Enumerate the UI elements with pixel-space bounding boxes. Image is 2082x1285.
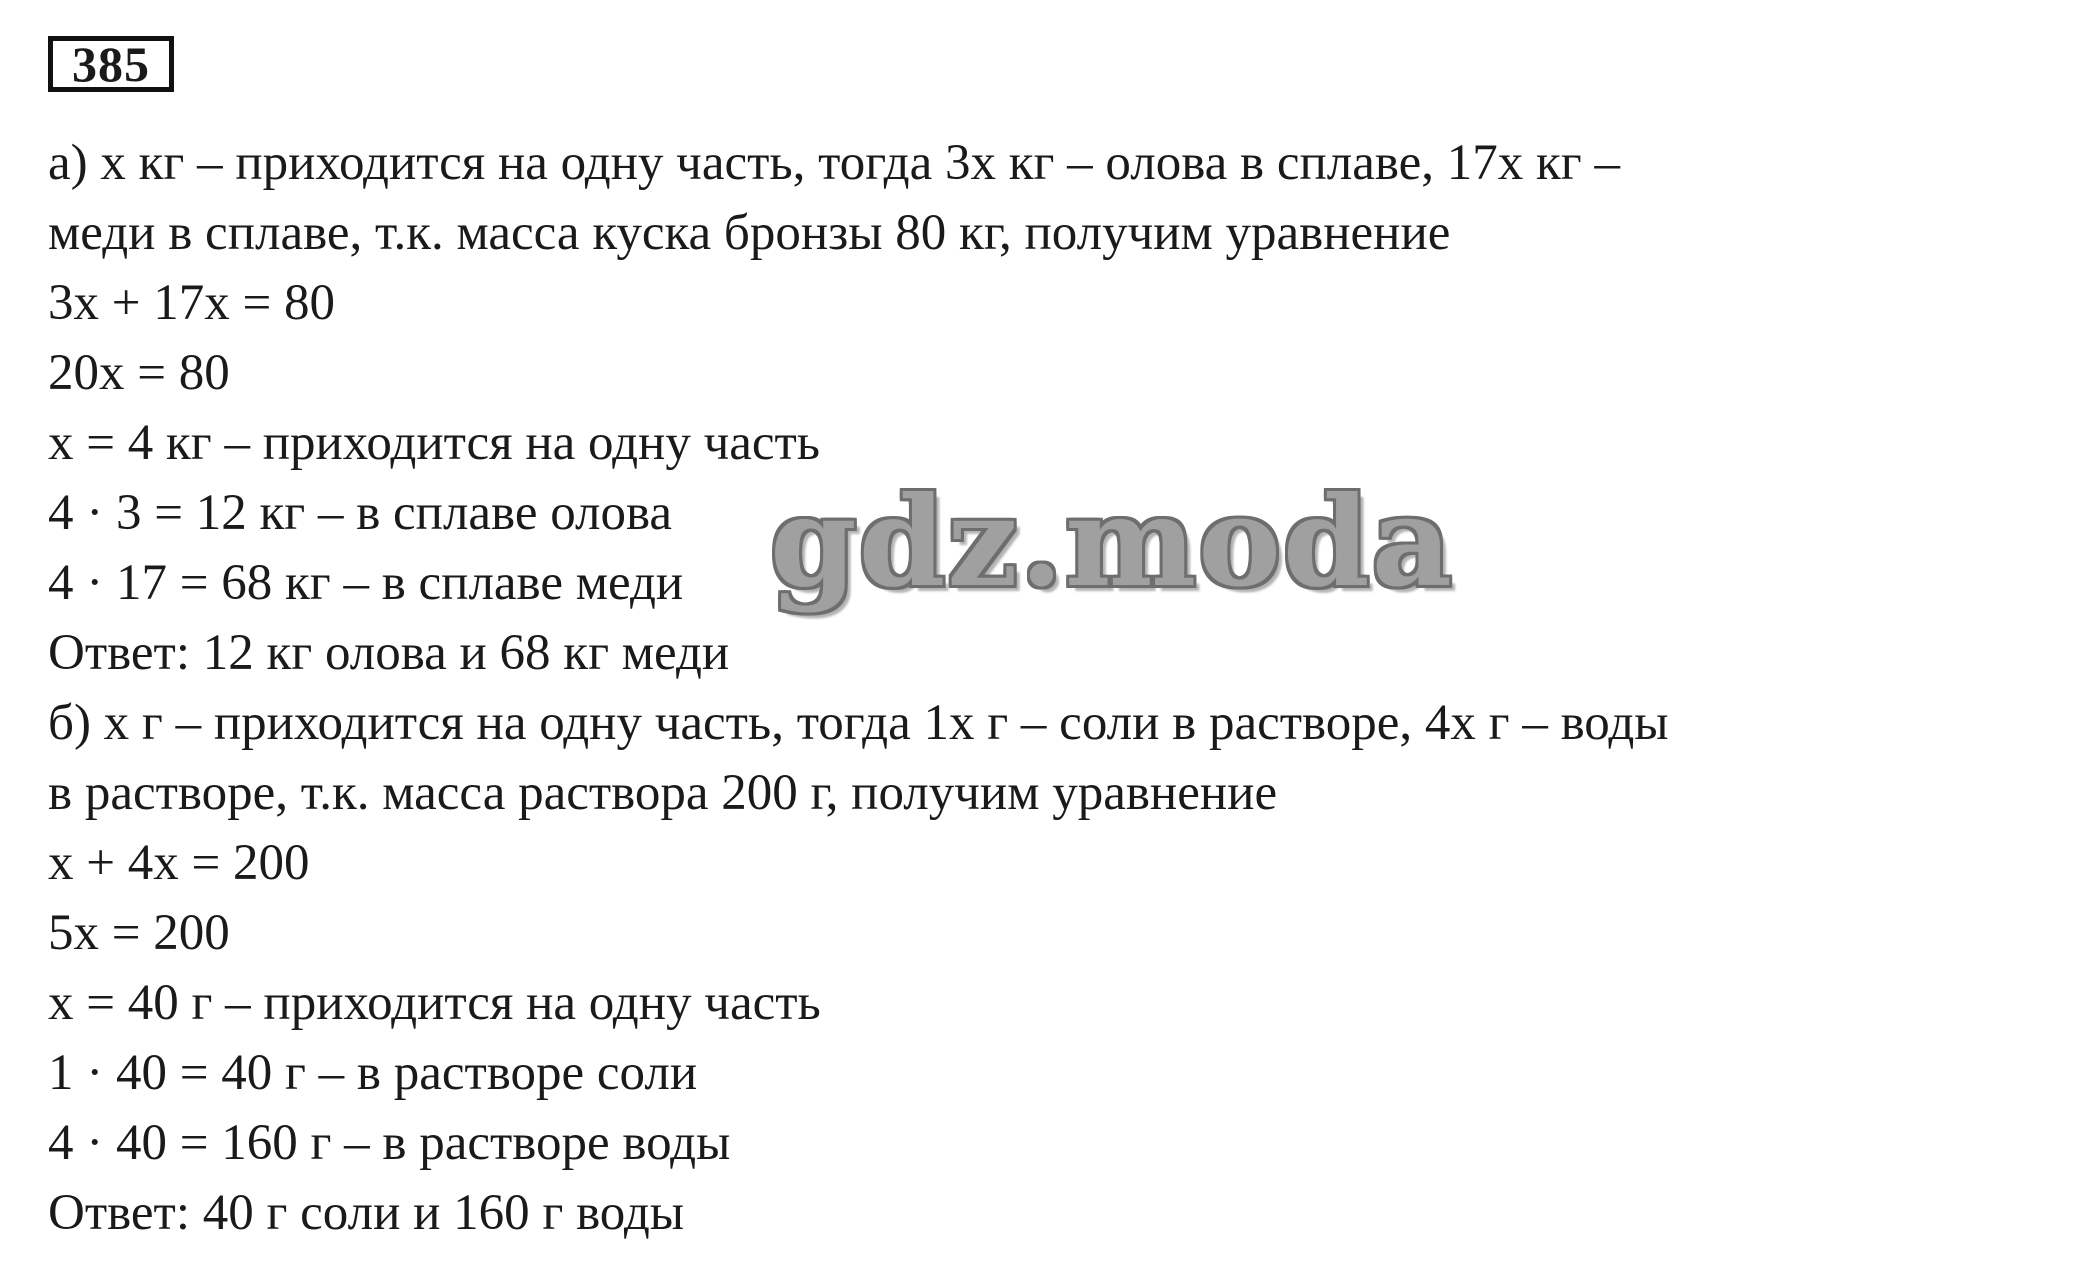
problem-number-box: 385 [48,36,174,92]
equation-line: 20х = 80 [48,345,230,401]
equation-line: х + 4х = 200 [48,835,310,891]
watermark-logo: gdz.moda [770,470,1454,615]
solution-line: б) х г – приходится на одну часть, тогда 1х г – соли в растворе, 4х г – воды [48,695,1669,751]
solution-line: 1 · 40 = 40 г – в растворе соли [48,1045,698,1101]
solution-line: х = 4 кг – приходится на одну часть [48,415,821,471]
solution-line: а) х кг – приходится на одну часть, тогда 3х кг – олова в сплаве, 17х кг – [48,135,1620,191]
solution-line: меди в сплаве, т.к. масса куска бронзы 80 кг, получим уравнение [48,205,1451,261]
equation-line: 5х = 200 [48,905,230,961]
solution-text [48,128,2048,1248]
answer-line: Ответ: 12 кг олова и 68 кг меди [48,625,730,681]
equation-line: 3х + 17х = 80 [48,275,336,331]
solution-line: х = 40 г – приходится на одну часть [48,975,821,1031]
solution-line: 4 · 3 = 12 кг – в сплаве олова [48,485,673,541]
answer-line: Ответ: 40 г соли и 160 г воды [48,1185,685,1241]
solution-line: 4 · 17 = 68 кг – в сплаве меди [48,555,684,611]
solution-line: 4 · 40 = 160 г – в растворе воды [48,1115,731,1171]
solution-line: в растворе, т.к. масса раствора 200 г, получим уравнение [48,765,1278,821]
